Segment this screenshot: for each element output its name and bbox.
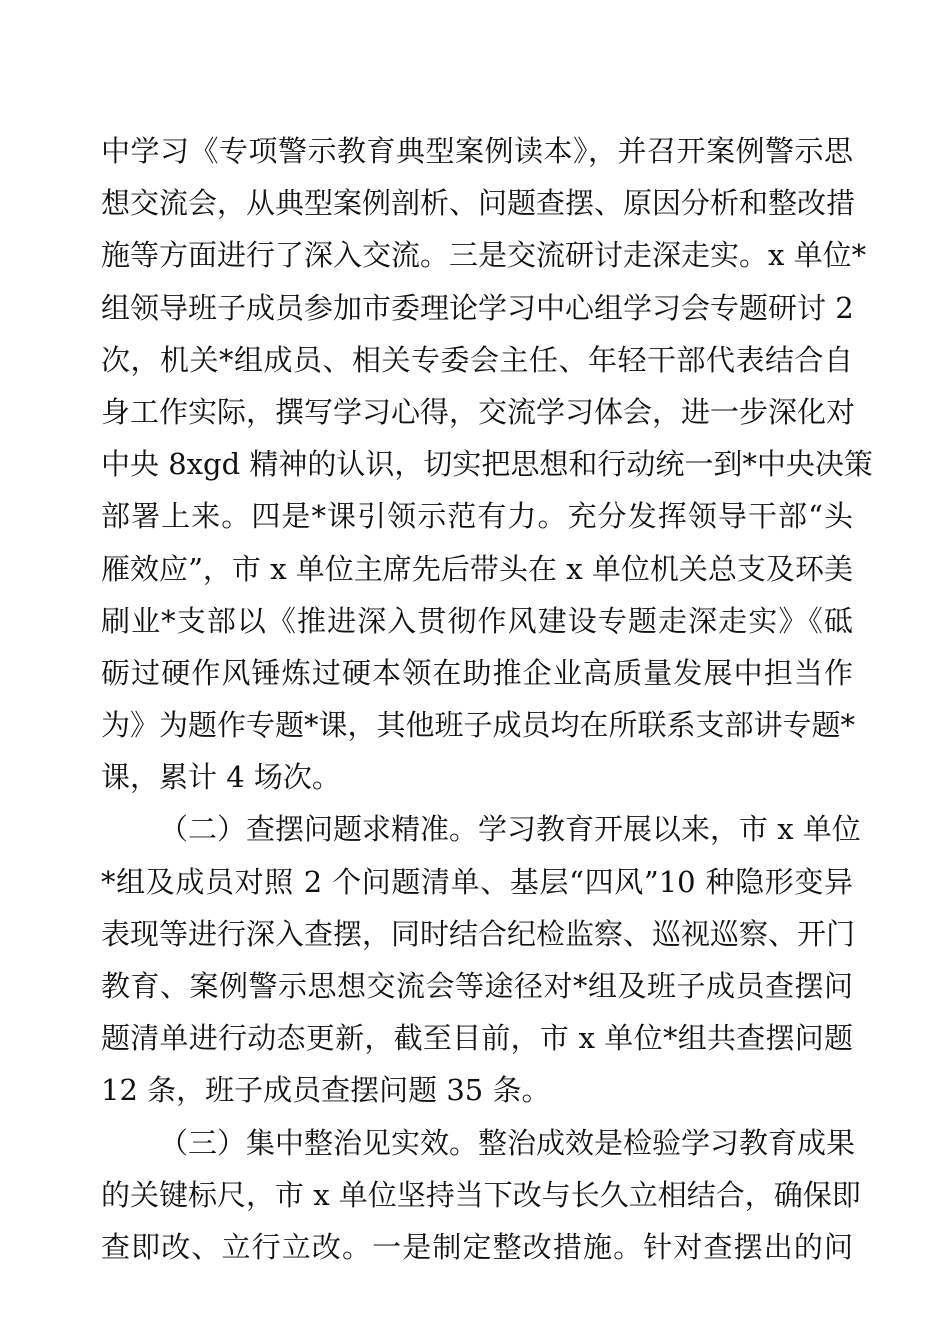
paragraph-section-3: [101, 1117, 861, 1274]
text-line: 身工作实际，撰写学习心得，交流学习体会，进一步深化对: [101, 394, 856, 429]
text-line: 部署上来。四是*课引领示范有力。充分发挥领导干部“头: [101, 499, 853, 534]
text-line: 次，机关*组成员、相关专委会主任、年轻干部代表结合自: [101, 342, 853, 377]
text-line: 想交流会，从典型案例剖析、问题查摆、原因分析和整改措: [101, 186, 856, 221]
text-line: 查即改、立行立改。一是制定整改措施。针对查摆出的问: [101, 1229, 853, 1264]
text-line: （二）查摆问题求精准。学习教育开展以来，市 x 单位: [159, 812, 861, 847]
text-line: （三）集中整治见实效。整治成效是检验学习教育成果: [159, 1125, 856, 1160]
text-line: 为》为题作专题*课，其他班子成员均在所联系支部讲专题*: [101, 708, 856, 743]
text-line: 12 条，班子成员查摆问题 35 条。: [101, 1073, 551, 1108]
text-line: 中学习《专项警示教育典型案例读本》，并召开案例警示思: [101, 134, 853, 168]
paragraph-continued: [101, 125, 873, 803]
paragraph-section-2: [101, 803, 861, 1116]
text-line: 砺过硬作风锤炼过硬本领在助推企业高质量发展中担当作: [101, 655, 853, 690]
text-line: 刷业*支部以《推进深入贯彻作风建设专题走深走实》《砥: [101, 603, 853, 638]
text-line: 课，累计 4 场次。: [101, 760, 341, 795]
text-line: *组及成员对照 2 个问题清单、基层“四风”10 种隐形变异: [101, 864, 853, 899]
text-line: 施等方面进行了深入交流。三是交流研讨走深走实。x 单位*: [101, 238, 867, 273]
text-line: 教育、案例警示思想交流会等途径对*组及班子成员查摆问: [101, 969, 853, 1003]
text-line: 题清单进行动态更新，截至目前，市 x 单位*组共查摆问题: [101, 1021, 853, 1056]
document-body: [101, 125, 873, 1273]
text-line: 中央 8xgd 精神的认识，切实把思想和行动统一到*中央决策: [101, 447, 873, 482]
text-line: 雁效应”，市 x 单位主席先后带头在 x 单位机关总支及环美: [101, 551, 853, 586]
text-line: 组领导班子成员参加市委理论学习中心组学习会专题研讨 2: [101, 290, 854, 325]
text-line: 表现等进行深入查摆，同时结合纪检监察、巡视巡察、开门: [101, 916, 856, 951]
text-line: 的关键标尺，市 x 单位坚持当下改与长久立相结合，确保即: [101, 1177, 861, 1212]
